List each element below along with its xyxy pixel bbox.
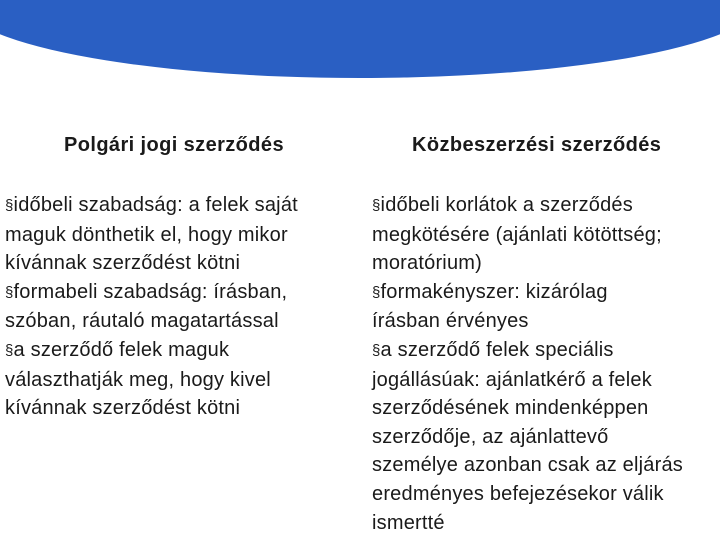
text-line: szerződője, az ajánlattevő [372, 425, 609, 448]
bullet-line: §formabeli szabadság: írásban, [5, 280, 288, 303]
bullet-line: §időbeli korlátok a szerződés [372, 194, 633, 216]
text-line: személye azonban csak az eljárás [372, 454, 683, 477]
bullet-line: §a szerződő felek speciális [372, 338, 614, 361]
bullet-icon: § [372, 283, 381, 301]
text-line: eredményes befejezésekor válik [372, 482, 664, 505]
text-line: kívánnak szerződést kötni [5, 397, 241, 420]
text-line: szóban, ráutaló magatartással [5, 310, 279, 333]
bullet-icon: § [5, 197, 14, 214]
left-column-heading: Polgári jogi szerződés [64, 134, 284, 156]
text-line: maguk dönthetik el, hogy mikor [5, 223, 288, 246]
text-line: jogállásúak: ajánlatkérő a felek [372, 368, 652, 391]
bullet-icon: § [372, 341, 381, 359]
left-column-body [5, 191, 370, 423]
text-line: választhatják meg, hogy kivel [5, 368, 271, 391]
text-line: ismertté [372, 511, 445, 534]
bullet-line: §időbeli szabadság: a felek saját [5, 194, 298, 216]
right-column-body [372, 191, 720, 537]
bullet-line: §formakényszer: kizárólag [372, 280, 608, 303]
text-line: megkötésére (ajánlati kötöttség; [372, 223, 662, 246]
bullet-icon: § [372, 197, 381, 214]
text-line: moratórium) [372, 252, 482, 275]
text-line: írásban érvényes [372, 310, 529, 333]
header-banner [0, 0, 720, 78]
bullet-line: §a szerződő felek maguk [5, 338, 230, 361]
right-column-heading: Közbeszerzési szerződés [412, 134, 662, 156]
bullet-icon: § [5, 283, 14, 301]
text-line: szerződésének mindenképpen [372, 397, 649, 420]
bullet-icon: § [5, 341, 14, 359]
text-line: kívánnak szerződést kötni [5, 252, 241, 275]
